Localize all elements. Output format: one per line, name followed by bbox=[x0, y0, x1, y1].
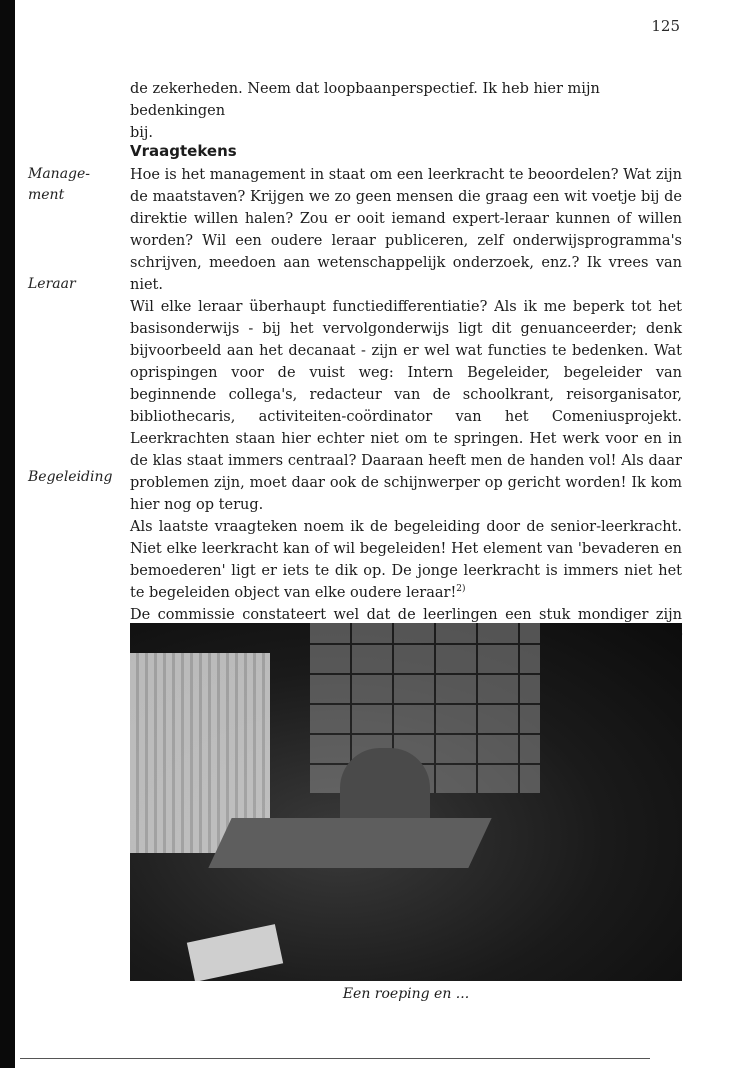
margin-note-line: ment bbox=[28, 187, 65, 203]
photo-desk bbox=[208, 818, 491, 868]
paragraph-begeleiding bbox=[130, 516, 682, 604]
margin-note-management bbox=[28, 164, 120, 206]
intro-line: de zekerheden. Neem dat loopbaanperspectief. Ik heb hier mijn bedenkingen bbox=[130, 81, 600, 119]
margin-note-leraar: Leraar bbox=[28, 276, 76, 292]
section-heading: Vraagtekens bbox=[130, 142, 237, 160]
photo-papers bbox=[187, 924, 283, 981]
paragraph-commissie: De commissie constateert wel dat de leerlingen een stuk mondiger zijn bbox=[130, 607, 682, 623]
margin-note-line: Manage- bbox=[28, 166, 91, 182]
page-spine-edge bbox=[0, 0, 15, 1068]
paragraph-management: Hoe is het management in staat om een leerkracht te beoordelen? Wat zijn de maatstaven? Krijgen we zo geen mensen die graag een wit voetje bij de direktie willen halen? Zou er ooit iemand expert-leraar kunnen of willen worden? Wil een oudere leraar publiceren, zelf onderwijsprogramma's schrijven, meedoen aan wetenschappelijk onderzoek, enz.? Ik vrees van niet. bbox=[130, 167, 682, 293]
classroom-photo bbox=[130, 623, 682, 981]
bottom-rule bbox=[20, 1058, 650, 1059]
footnote-marker: 2) bbox=[456, 584, 466, 595]
paragraph-leraar: Wil elke leraar überhaupt functiedifferentiatie? Als ik me beperk tot het basisonderwijs - bij het vervolgonderwijs ligt dit genuanceerder; denk bijvoorbeeld aan het decanaat - zijn er wel wat functies te bedenken. Wat oprispingen voor de vuist weg: Intern Begeleider, begeleider van beginnende collega's, redacteur van de schoolkrant, reisorganisator, bibliothecaris, activiteiten-coördinator van het Comeniusprojekt. Leerkrachten staan hier echter niet om te springen. Het werk voor en in de klas staat immers centraal? Daaraan heeft men de handen vol! Als daar problemen zijn, moet daar ook de schijnwerper op gericht worden! Ik kom hier nog op terug. bbox=[130, 299, 682, 513]
intro-line: bij. bbox=[130, 125, 154, 141]
intro-text bbox=[130, 78, 682, 144]
paragraph-begeleiding-text: Als laatste vraagteken noem ik de begeleiding door de senior-leerkracht. Niet elke leerkracht kan of wil begeleiden! Het element van 'bevaderen en bemoederen' ligt er iets te dik op. De jonge leerkracht is immers niet het te begeleiden object van elke oudere leraar! bbox=[130, 519, 682, 601]
page-number: 125 bbox=[651, 17, 680, 35]
photo-caption: Een roeping en ... bbox=[342, 986, 470, 1002]
margin-note-begeleiding: Begeleiding bbox=[28, 469, 113, 485]
body-text bbox=[130, 164, 682, 670]
